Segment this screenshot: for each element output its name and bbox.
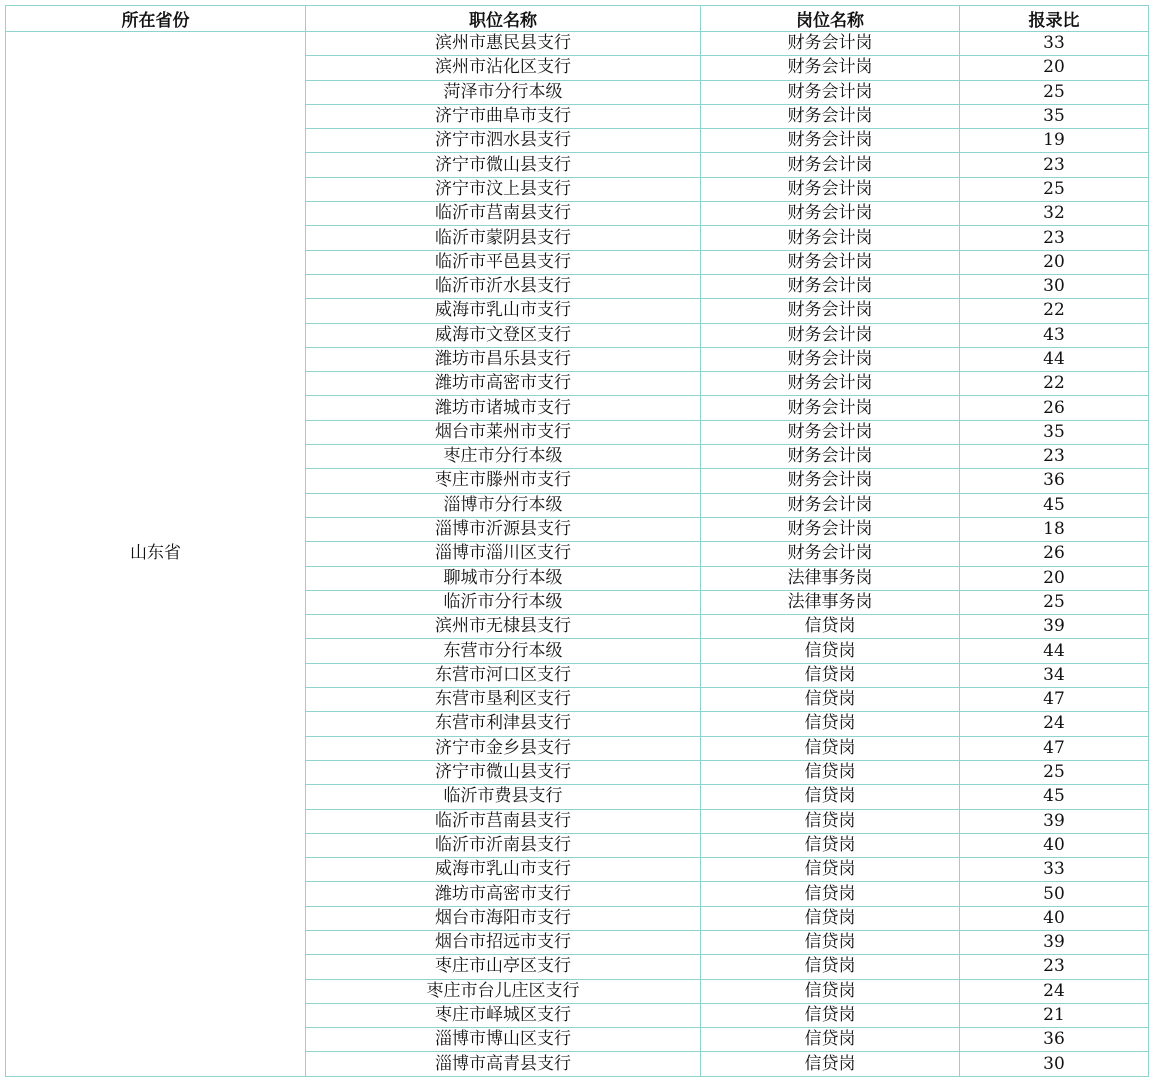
position-cell: 烟台市招远市支行 [306,930,701,954]
post-cell: 信贷岗 [701,809,960,833]
post-cell: 信贷岗 [701,760,960,784]
ratio-cell: 23 [960,153,1149,177]
position-cell: 潍坊市高密市支行 [306,882,701,906]
ratio-cell: 34 [960,663,1149,687]
header-row [6,6,1149,32]
ratio-cell: 44 [960,639,1149,663]
position-cell: 东营市河口区支行 [306,663,701,687]
post-cell: 法律事务岗 [701,566,960,590]
position-cell: 临沂市费县支行 [306,785,701,809]
ratio-cell: 22 [960,299,1149,323]
position-cell: 枣庄市山亭区支行 [306,955,701,979]
position-cell: 淄博市高青县支行 [306,1052,701,1076]
post-cell: 信贷岗 [701,712,960,736]
position-cell: 滨州市沾化区支行 [306,56,701,80]
post-cell: 信贷岗 [701,955,960,979]
position-cell: 枣庄市分行本级 [306,445,701,469]
post-cell: 财务会计岗 [701,32,960,56]
post-cell: 信贷岗 [701,1052,960,1076]
recruitment-table [5,5,1149,1077]
position-cell: 滨州市无棣县支行 [306,615,701,639]
ratio-cell: 36 [960,1028,1149,1052]
position-cell: 淄博市淄川区支行 [306,542,701,566]
ratio-cell: 20 [960,566,1149,590]
ratio-cell: 24 [960,979,1149,1003]
position-cell: 枣庄市滕州市支行 [306,469,701,493]
table-body [6,32,1149,1077]
ratio-cell: 25 [960,590,1149,614]
ratio-cell: 47 [960,688,1149,712]
post-cell: 信贷岗 [701,615,960,639]
post-cell: 财务会计岗 [701,274,960,298]
header-ratio: 报录比 [960,6,1149,32]
post-cell: 财务会计岗 [701,80,960,104]
position-cell: 济宁市微山县支行 [306,760,701,784]
ratio-cell: 39 [960,930,1149,954]
post-cell: 信贷岗 [701,639,960,663]
ratio-cell: 26 [960,542,1149,566]
post-cell: 财务会计岗 [701,129,960,153]
post-cell: 财务会计岗 [701,299,960,323]
position-cell: 临沂市莒南县支行 [306,202,701,226]
post-cell: 财务会计岗 [701,420,960,444]
ratio-cell: 45 [960,785,1149,809]
ratio-cell: 23 [960,955,1149,979]
position-cell: 菏泽市分行本级 [306,80,701,104]
post-cell: 财务会计岗 [701,469,960,493]
ratio-cell: 18 [960,517,1149,541]
post-cell: 财务会计岗 [701,517,960,541]
ratio-cell: 23 [960,226,1149,250]
position-cell: 潍坊市诸城市支行 [306,396,701,420]
post-cell: 信贷岗 [701,979,960,1003]
position-cell: 临沂市沂南县支行 [306,833,701,857]
ratio-cell: 44 [960,347,1149,371]
ratio-cell: 33 [960,858,1149,882]
post-cell: 财务会计岗 [701,445,960,469]
post-cell: 信贷岗 [701,736,960,760]
ratio-cell: 33 [960,32,1149,56]
ratio-cell: 21 [960,1003,1149,1027]
ratio-cell: 30 [960,274,1149,298]
position-cell: 烟台市莱州市支行 [306,420,701,444]
post-cell: 信贷岗 [701,833,960,857]
ratio-cell: 25 [960,80,1149,104]
ratio-cell: 25 [960,177,1149,201]
ratio-cell: 25 [960,760,1149,784]
position-cell: 威海市乳山市支行 [306,858,701,882]
post-cell: 财务会计岗 [701,202,960,226]
position-cell: 济宁市微山县支行 [306,153,701,177]
post-cell: 财务会计岗 [701,177,960,201]
position-cell: 聊城市分行本级 [306,566,701,590]
ratio-cell: 50 [960,882,1149,906]
position-cell: 威海市乳山市支行 [306,299,701,323]
ratio-cell: 47 [960,736,1149,760]
post-cell: 信贷岗 [701,663,960,687]
ratio-cell: 20 [960,250,1149,274]
post-cell: 财务会计岗 [701,396,960,420]
position-cell: 临沂市蒙阴县支行 [306,226,701,250]
ratio-cell: 26 [960,396,1149,420]
position-cell: 淄博市沂源县支行 [306,517,701,541]
post-cell: 财务会计岗 [701,226,960,250]
post-cell: 财务会计岗 [701,56,960,80]
position-cell: 潍坊市高密市支行 [306,372,701,396]
ratio-cell: 24 [960,712,1149,736]
post-cell: 财务会计岗 [701,372,960,396]
post-cell: 财务会计岗 [701,347,960,371]
position-cell: 枣庄市台儿庄区支行 [306,979,701,1003]
ratio-cell: 20 [960,56,1149,80]
post-cell: 财务会计岗 [701,250,960,274]
post-cell: 财务会计岗 [701,323,960,347]
position-cell: 潍坊市昌乐县支行 [306,347,701,371]
post-cell: 信贷岗 [701,882,960,906]
ratio-cell: 19 [960,129,1149,153]
post-cell: 财务会计岗 [701,153,960,177]
ratio-cell: 40 [960,906,1149,930]
post-cell: 信贷岗 [701,785,960,809]
position-cell: 临沂市分行本级 [306,590,701,614]
post-cell: 信贷岗 [701,688,960,712]
position-cell: 枣庄市峄城区支行 [306,1003,701,1027]
header-province: 所在省份 [6,6,306,32]
post-cell: 信贷岗 [701,1003,960,1027]
post-cell: 信贷岗 [701,906,960,930]
province-cell: 山东省 [6,32,306,1077]
ratio-cell: 22 [960,372,1149,396]
post-cell: 信贷岗 [701,930,960,954]
position-cell: 威海市文登区支行 [306,323,701,347]
header-post: 岗位名称 [701,6,960,32]
position-cell: 临沂市莒南县支行 [306,809,701,833]
ratio-cell: 43 [960,323,1149,347]
position-cell: 济宁市汶上县支行 [306,177,701,201]
table-row [6,32,1149,56]
header-position: 职位名称 [306,6,701,32]
position-cell: 烟台市海阳市支行 [306,906,701,930]
ratio-cell: 39 [960,809,1149,833]
post-cell: 信贷岗 [701,858,960,882]
position-cell: 济宁市泗水县支行 [306,129,701,153]
position-cell: 临沂市平邑县支行 [306,250,701,274]
ratio-cell: 40 [960,833,1149,857]
post-cell: 财务会计岗 [701,542,960,566]
post-cell: 法律事务岗 [701,590,960,614]
ratio-cell: 32 [960,202,1149,226]
position-cell: 济宁市曲阜市支行 [306,104,701,128]
ratio-cell: 36 [960,469,1149,493]
ratio-cell: 30 [960,1052,1149,1076]
position-cell: 东营市分行本级 [306,639,701,663]
position-cell: 临沂市沂水县支行 [306,274,701,298]
ratio-cell: 23 [960,445,1149,469]
position-cell: 滨州市惠民县支行 [306,32,701,56]
post-cell: 财务会计岗 [701,493,960,517]
post-cell: 财务会计岗 [701,104,960,128]
ratio-cell: 45 [960,493,1149,517]
position-cell: 济宁市金乡县支行 [306,736,701,760]
position-cell: 淄博市博山区支行 [306,1028,701,1052]
position-cell: 淄博市分行本级 [306,493,701,517]
ratio-cell: 35 [960,104,1149,128]
post-cell: 信贷岗 [701,1028,960,1052]
ratio-cell: 35 [960,420,1149,444]
position-cell: 东营市垦利区支行 [306,688,701,712]
ratio-cell: 39 [960,615,1149,639]
position-cell: 东营市利津县支行 [306,712,701,736]
